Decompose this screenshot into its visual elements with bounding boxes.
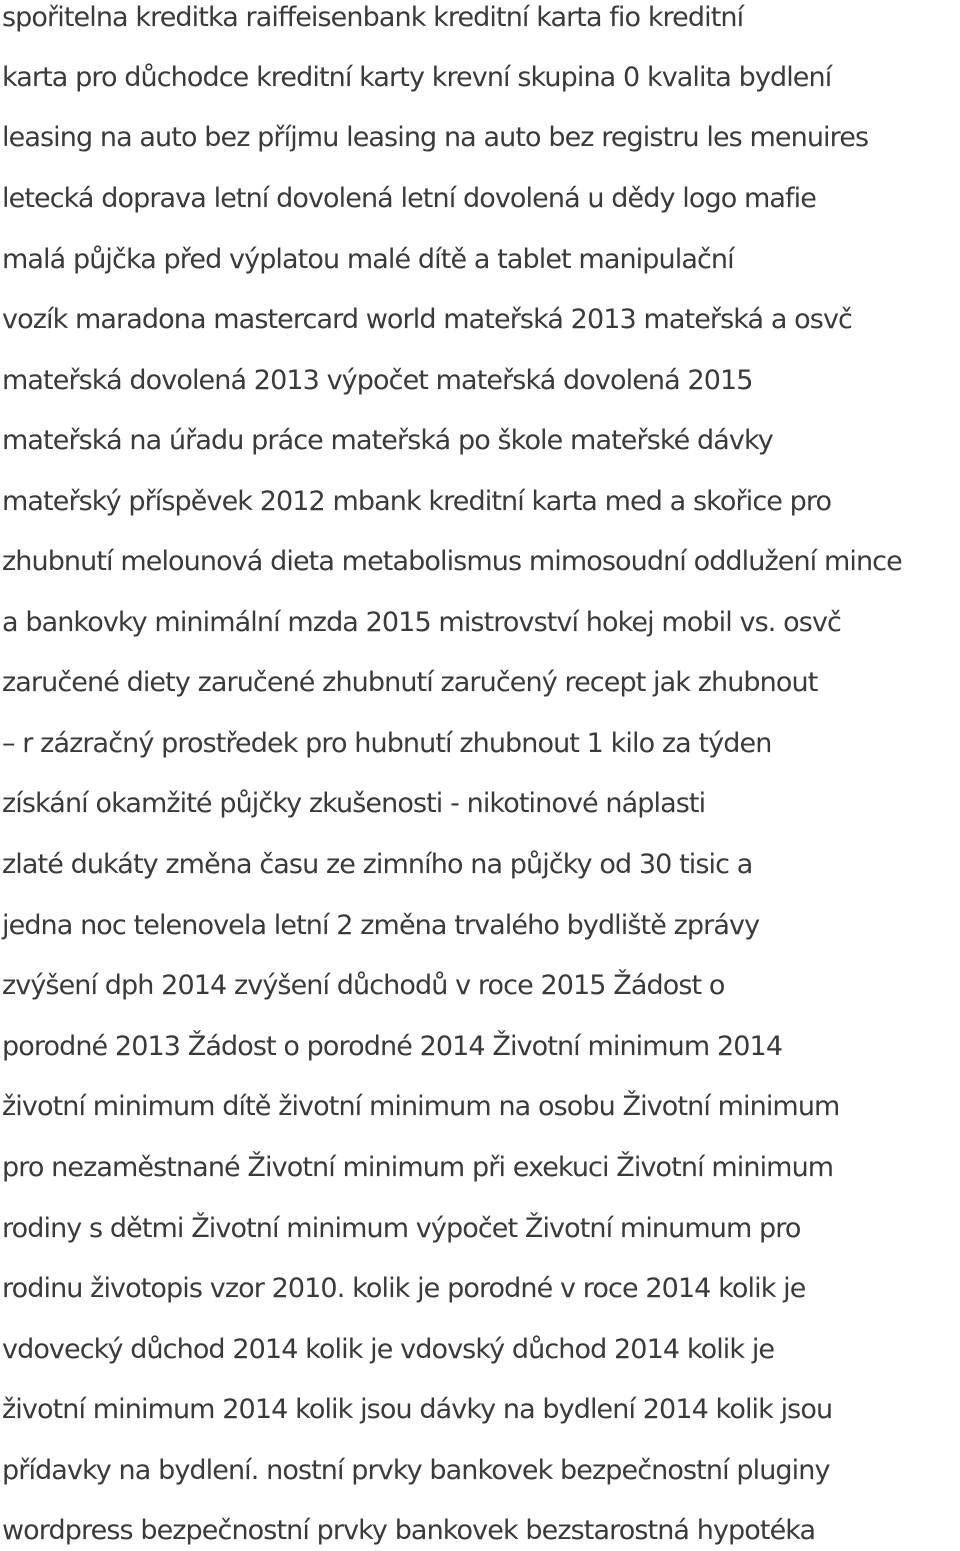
text-line: wordpress bezpečnostní prvky bankovek bezstarostná hypotéka	[2, 1515, 816, 1546]
text-line: vdovecký důchod 2014 kolik je vdovský důchod 2014 kolik je	[2, 1334, 775, 1365]
text-line: rodiny s dětmi Životní minimum výpočet Životní minumum pro	[2, 1213, 801, 1244]
text-line: – r zázračný prostředek pro hubnutí zhubnout 1 kilo za týden	[2, 728, 772, 759]
text-line: karta pro důchodce kreditní karty krevní skupina 0 kvalita bydlení	[2, 62, 832, 93]
text-line: životní minimum 2014 kolik jsou dávky na bydlení 2014 kolik jsou	[2, 1394, 833, 1425]
text-line: zvýšení dph 2014 zvýšení důchodů v roce 2015 Žádost o	[2, 970, 725, 1001]
text-line: jedna noc telenovela letní 2 změna trvalého bydliště zprávy	[2, 910, 760, 941]
text-line: porodné 2013 Žádost o porodné 2014 Životní minimum 2014	[2, 1031, 783, 1062]
text-line: vozík maradona mastercard world mateřská 2013 mateřská a osvč	[2, 304, 852, 335]
text-line: letecká doprava letní dovolená letní dovolená u dědy logo mafie	[2, 183, 816, 214]
text-line: malá půjčka před výplatou malé dítě a tablet manipulační	[2, 244, 734, 275]
text-line: a bankovky minimální mzda 2015 mistrovství hokej mobil vs. osvč	[2, 607, 841, 638]
text-line: mateřský příspěvek 2012 mbank kreditní karta med a skořice pro	[2, 486, 832, 517]
text-line: zaručené diety zaručené zhubnutí zaručený recept jak zhubnout	[2, 667, 818, 698]
text-line: získání okamžité půjčky zkušenosti - nikotinové náplasti	[2, 788, 706, 819]
text-line: zlaté dukáty změna času ze zimního na půjčky od 30 tisic a	[2, 849, 753, 880]
text-line: zhubnutí melounová dieta metabolismus mimosoudní oddlužení mince	[2, 546, 902, 577]
text-line: mateřská na úřadu práce mateřská po škole mateřské dávky	[2, 425, 773, 456]
text-line: přídavky na bydlení. nostní prvky bankovek bezpečnostní pluginy	[2, 1455, 830, 1486]
text-line: pro nezaměstnané Životní minimum při exekuci Životní minimum	[2, 1152, 834, 1183]
text-line: spořitelna kreditka raiffeisenbank kreditní karta fio kreditní	[2, 2, 744, 33]
text-line: rodinu životopis vzor 2010. kolik je porodné v roce 2014 kolik je	[2, 1273, 806, 1304]
text-line: životní minimum dítě životní minimum na osobu Životní minimum	[2, 1091, 840, 1122]
text-line: mateřská dovolená 2013 výpočet mateřská dovolená 2015	[2, 365, 753, 396]
text-line: leasing na auto bez příjmu leasing na auto bez registru les menuires	[2, 122, 869, 153]
